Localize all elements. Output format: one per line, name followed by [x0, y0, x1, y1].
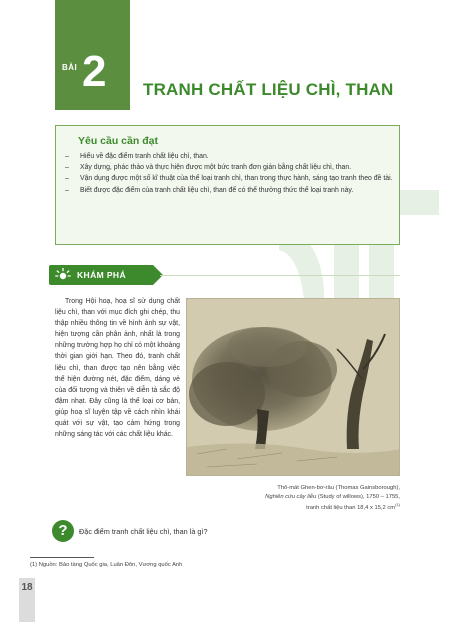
requirements-box	[55, 125, 400, 245]
list-item: – Biết được đặc điểm của tranh chất liệu chì, than để có thể thưởng thức thể loại tranh này.	[65, 186, 354, 194]
section-divider	[160, 275, 400, 276]
caption-line: tranh chất liệu than 18,4 x 15,2 $cm^{(1)}$	[306, 502, 400, 512]
lesson-label: BÀI	[62, 63, 78, 72]
list-item: – Xây dựng, phác thảo và thực hiện được một bức tranh đơn giản bằng chất liệu chì, than.	[65, 164, 352, 172]
sun-icon	[55, 267, 71, 283]
list-item: – Vận dụng được một số kĩ thuật của thể loại tranh chì, than trong thực hành, sáng tạo tranh theo đề tài.	[65, 175, 393, 183]
requirements-list	[65, 151, 395, 196]
caption-line: Thô-mát Ghen-bơ-râu (Thomas Gainsborough),	[277, 485, 400, 491]
section-label: KHÁM PHÁ	[77, 270, 127, 280]
body-paragraph: Trong Hội hoạ, hoạ sĩ sử dụng chất liệu chì, than với mục đích ghi chép, thu thập nhiều thông tin về hình ảnh sự vật, hiện tượng cần phân ảnh, nhất là trong những trường hợp họ chỉ có một khoảng thời gian giới hạn. Theo đó, tranh chất liệu chì, than được tạo nên bằng việc thể hiện đường nét, đặc điểm, dáng vẻ của đối tượng và thiên về diễn tả sắc độ đậm nhạt. Đây cũng là thể loại cơ bản, giúp hoạ sĩ luyện tập về cách nhìn khái quát với sự vật, tạo cảm hứng trong những sáng tác với các chất liệu khác.	[55, 298, 180, 439]
artwork-drawing	[187, 299, 400, 476]
list-item: – Hiểu về đặc điểm tranh chất liệu chì, than.	[65, 153, 209, 160]
artwork-caption	[186, 484, 400, 513]
lesson-title: TRANH CHẤT LIỆU CHÌ, THAN	[143, 80, 394, 99]
caption-line: Nghiên cứu cây liễu (Study of willows), 1750 – 1755,	[265, 493, 400, 500]
section-header-kham-pha	[49, 265, 153, 285]
question-icon: ?	[52, 520, 74, 542]
footnote-text: (1) Nguồn: Bảo tàng Quốc gia, Luân Đôn, Vương quốc Anh	[30, 562, 183, 568]
lesson-number: 2	[82, 47, 107, 96]
question-text: Đặc điểm tranh chất liệu chì, than là gì?	[79, 527, 208, 536]
artwork-willow-study	[186, 298, 400, 476]
footnote-divider	[30, 557, 94, 558]
lesson-header-block	[55, 0, 130, 110]
page-number: 18	[21, 582, 33, 593]
requirements-title: Yêu cầu cần đạt	[78, 135, 158, 147]
